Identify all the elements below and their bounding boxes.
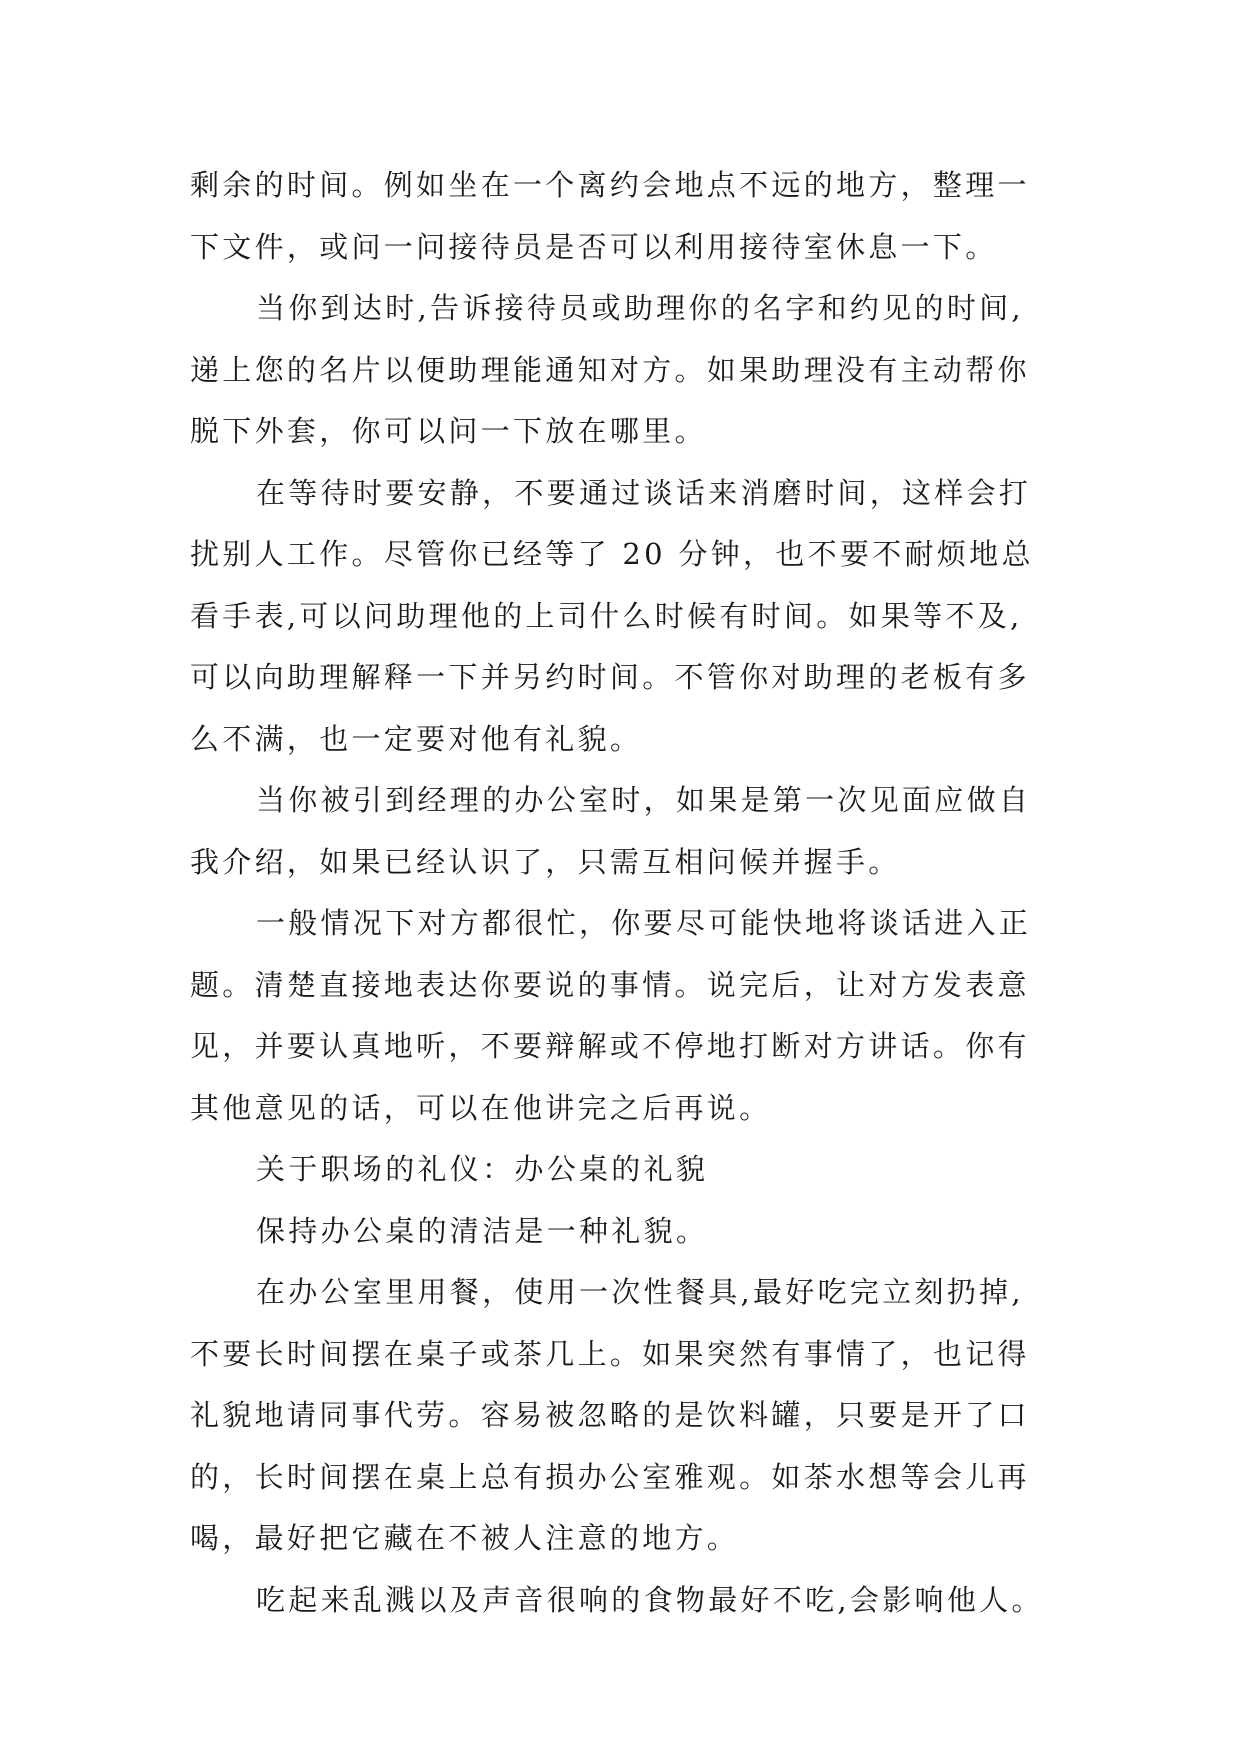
text-line: 脱下外套，你可以问一下放在哪里。 [190,414,707,448]
text-line: 喝，最好把它藏在不被人注意的地方。 [190,1521,740,1555]
paragraph-start-line: 吃起来乱溅以及声音很响的食物最好不吃,会影响他人。 [256,1582,1044,1617]
text-line: 的，长时间摆在桌上总有损办公室雅观。如茶水想等会儿再 [190,1459,1030,1494]
text-line: 递上您的名片以便助理能通知对方。如果助理没有主动帮你 [190,352,1030,387]
text-line: 剩余的时间。例如坐在一个离约会地点不远的地方，整理一 [190,168,1030,202]
text-line: 我介绍，如果已经认识了，只需互相问候并握手。 [190,844,901,879]
paragraph-start-line: 在等待时要安静，不要通过谈话来消磨时间，这样会打 [256,475,1032,510]
document-body [190,155,1090,1631]
text-line: 见，并要认真地听，不要辩解或不停地打断对方讲话。你有 [190,1029,1030,1063]
paragraph-start-line: 当你到达时,告诉接待员或助理你的名字和约见的时间, [256,291,1024,325]
text-line: 么不满，也一定要对他有礼貌。 [190,721,643,756]
text-line: 下文件，或问一问接待员是否可以利用接待室休息一下。 [190,229,998,264]
text-line: 可以向助理解释一下并另约时间。不管你对助理的老板有多 [190,660,1030,694]
paragraph-start-line: 在办公室里用餐，使用一次性餐具,最好吃完立刻扔掉, [256,1275,1024,1309]
text-line: 题。清楚直接地表达你要说的事情。说完后，让对方发表意 [190,967,1030,1002]
paragraph-start-line: 一般情况下对方都很忙，你要尽可能快地将谈话进入正 [256,906,1032,940]
text-line: 其他意见的话，可以在他讲完之后再说。 [190,1090,772,1125]
text-line: 看手表,可以问助理他的上司什么时候有时间。如果等不及, [190,598,1023,633]
text-line: 不要长时间摆在桌子或茶几上。如果突然有事情了，也记得 [190,1336,1030,1371]
text-line: 礼貌地请同事代劳。容易被忽略的是饮料罐，只要是开了口 [190,1398,1030,1432]
text-line: 扰别人工作。尽管你已经等了 20 分钟，也不要不耐烦地总 [190,537,1034,571]
paragraph-start-line: 保持办公桌的清洁是一种礼貌。 [256,1213,709,1248]
section-heading: 关于职场的礼仪：办公桌的礼貌 [256,1152,709,1186]
paragraph-start-line: 当你被引到经理的办公室时，如果是第一次见面应做自 [256,783,1032,817]
